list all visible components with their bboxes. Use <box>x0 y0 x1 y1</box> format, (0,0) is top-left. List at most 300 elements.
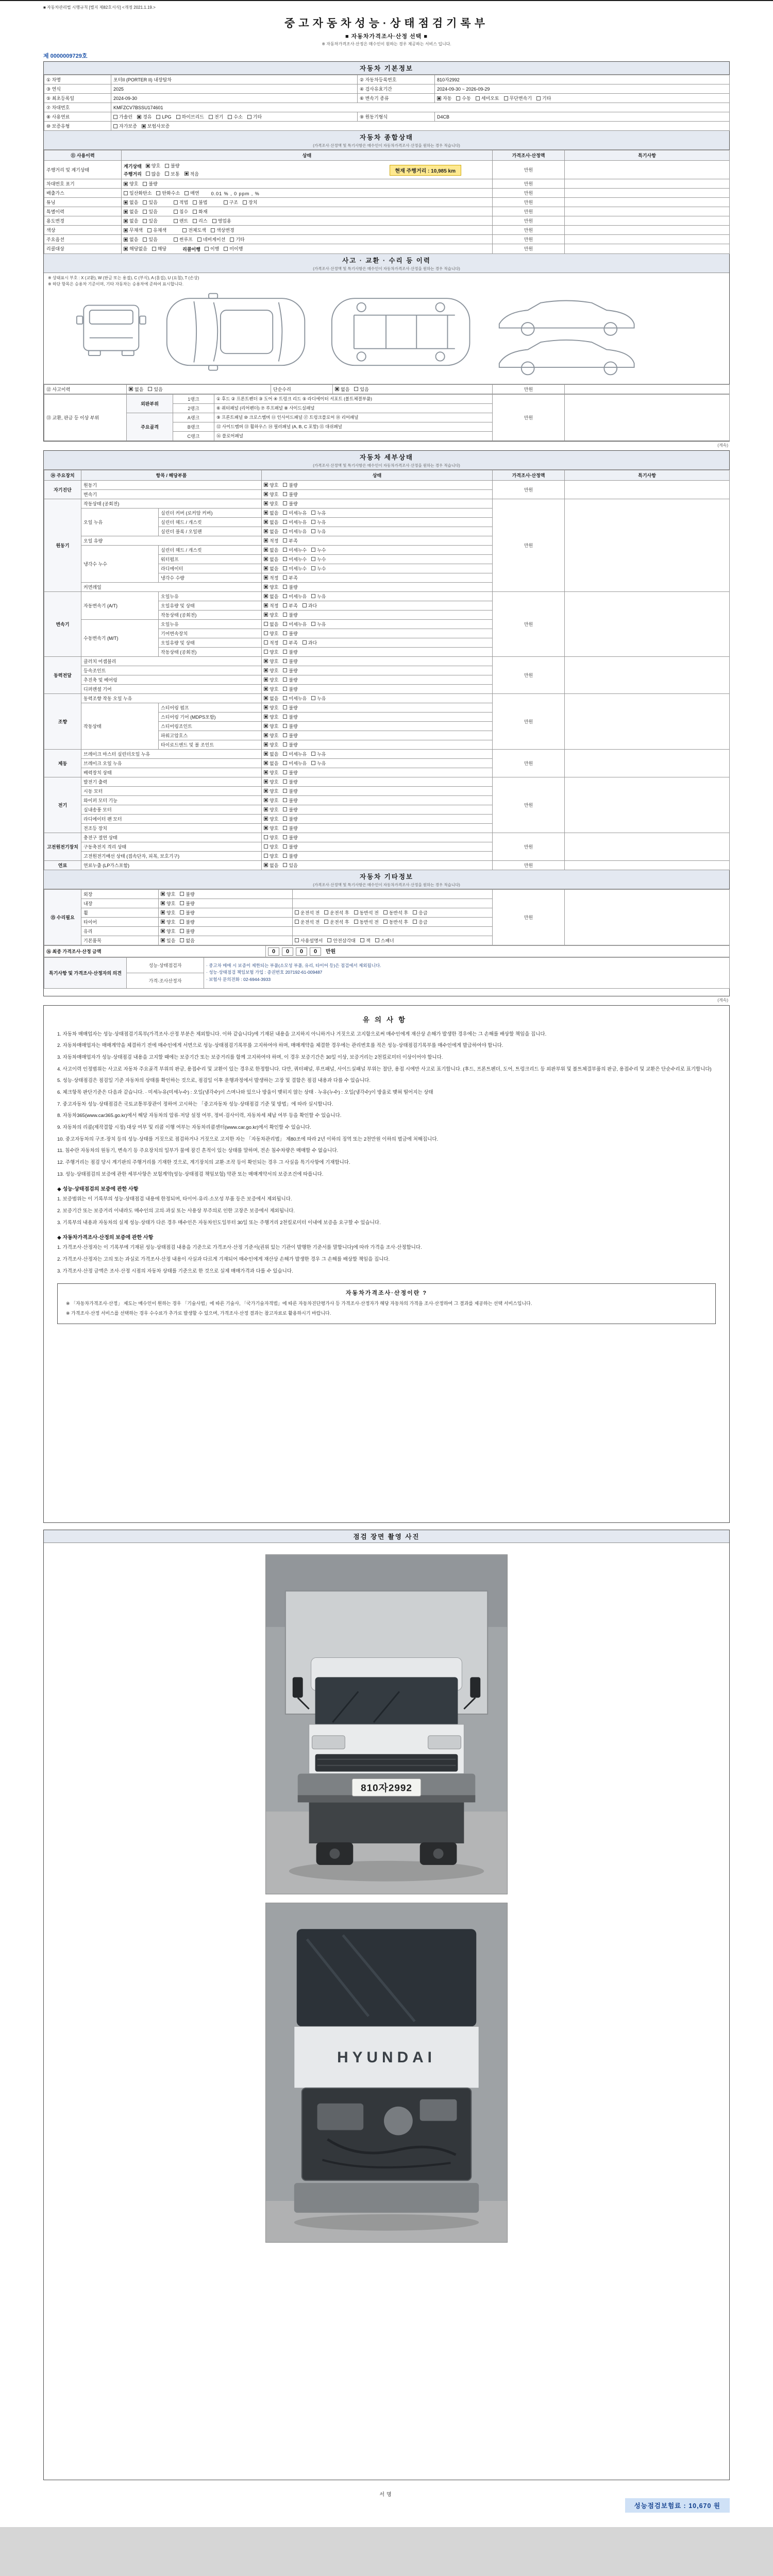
checkbox-label: 누수 <box>317 547 326 553</box>
checkbox-box <box>264 779 268 784</box>
checkbox-label: 누유 <box>317 529 326 534</box>
checkbox-구조[interactable] <box>224 199 238 206</box>
checkbox-누수[interactable] <box>311 565 326 572</box>
checkbox-해당[interactable] <box>152 245 166 252</box>
checkbox-box <box>283 863 287 867</box>
checkbox-box <box>124 182 128 186</box>
checkbox-label: 양호 <box>270 788 279 794</box>
checkbox-box <box>437 96 441 100</box>
accident-row <box>44 384 730 394</box>
checkbox-영업용[interactable] <box>212 217 231 224</box>
cell: 만원 <box>493 889 565 945</box>
checkbox-가솔린[interactable] <box>113 113 132 120</box>
checkbox-box <box>456 96 460 100</box>
checkbox-기타[interactable] <box>230 236 244 243</box>
continue-marker: (계속) <box>717 443 728 448</box>
checkbox-label: 양호 <box>270 714 279 720</box>
checkbox-불량[interactable] <box>283 723 297 730</box>
checkbox-불량[interactable] <box>283 658 297 665</box>
checkbox-없음[interactable] <box>335 386 349 393</box>
column-header: ⑭ 주요장치 <box>44 470 81 480</box>
row-label: 차대번호 표기 <box>44 179 122 189</box>
checkbox-적음[interactable] <box>184 171 199 177</box>
checkbox-해당없음[interactable] <box>124 245 147 252</box>
checkbox-box <box>124 191 128 195</box>
notice-item: 1. 자동차 매매업자는 성능·상태점검기록부(가격조사·산정 부분은 제외합니다. 이하 같습니다)에 기재된 내용을 고지하지 아니하거나 거짓으로 고지함으로써 매수인에게 재산상 손해가 발생한 경우에는 그 손해를 배상할 책임을 집니다. <box>57 1031 547 1037</box>
checkbox-자동[interactable] <box>437 95 451 101</box>
panel-notice <box>43 1005 730 1523</box>
checkbox-label: 적음 <box>190 171 199 177</box>
checkbox-있음[interactable] <box>148 386 162 393</box>
checkbox-없음[interactable] <box>129 386 143 393</box>
checkbox-양호[interactable] <box>161 928 175 935</box>
checkbox-box <box>212 219 216 223</box>
checkbox-양호[interactable] <box>264 630 278 637</box>
checkbox-동반석 전[interactable] <box>354 909 379 916</box>
state-cell <box>122 235 493 244</box>
checkbox-색상변경[interactable] <box>211 227 234 233</box>
checkbox-label: 동반석 전 <box>359 910 379 916</box>
accident-history-label: ⑫ 사고이력 <box>44 384 127 394</box>
checkbox-label: 불량 <box>186 891 195 897</box>
checkbox-누유[interactable] <box>311 519 326 526</box>
checkbox-불량[interactable] <box>283 778 297 785</box>
checkbox-부족[interactable] <box>283 639 297 646</box>
overall-row-usage-change <box>44 216 730 226</box>
cell: 변속기 <box>81 489 262 499</box>
checkbox-미세누유[interactable] <box>283 760 307 767</box>
checkbox-label: 미세누수 <box>289 556 307 562</box>
checkbox-없음[interactable] <box>264 556 278 563</box>
checkbox-양호[interactable] <box>264 612 278 618</box>
checkbox-없음[interactable] <box>264 528 278 535</box>
checkbox-label: 양호 <box>270 723 279 729</box>
checkbox-불량[interactable] <box>283 816 297 822</box>
checkbox-과다[interactable] <box>303 639 317 646</box>
checkbox-box <box>327 938 331 942</box>
checkbox-label: 없음 <box>270 556 279 562</box>
checkbox-label: 양호 <box>166 901 176 906</box>
checkbox-화재[interactable] <box>193 208 207 215</box>
checkbox-불량[interactable] <box>180 928 194 935</box>
cell <box>262 573 493 582</box>
cell <box>565 693 730 749</box>
checkbox-불량[interactable] <box>283 667 297 674</box>
checkbox-양호[interactable] <box>161 909 175 916</box>
checkbox-미세누수[interactable] <box>283 565 307 572</box>
checkbox-양호[interactable] <box>161 919 175 925</box>
checkbox-누유[interactable] <box>311 751 326 757</box>
checkbox-미세누유[interactable] <box>283 593 307 600</box>
checkbox-양호[interactable] <box>264 797 278 804</box>
checkbox-누유[interactable] <box>311 510 326 516</box>
cell: 오일유량 및 상태 <box>159 601 262 610</box>
checkbox-불량[interactable] <box>180 919 194 925</box>
checkbox-있음[interactable] <box>161 937 175 944</box>
legend-rank: 2랭크 <box>173 403 214 413</box>
table-row <box>44 84 730 94</box>
checkbox-누유[interactable] <box>311 695 326 702</box>
checkbox-label: 화재 <box>198 209 208 214</box>
remark-cell <box>565 244 730 254</box>
checkbox-불량[interactable] <box>283 853 297 859</box>
checkbox-기타[interactable] <box>247 113 262 120</box>
checkbox-box <box>311 557 315 561</box>
checkbox-양호[interactable] <box>264 806 278 813</box>
checkbox-불량[interactable] <box>283 482 297 488</box>
table-row <box>44 103 730 112</box>
cell: 디퍼렌셜 기어 <box>81 684 262 693</box>
checkbox-불법[interactable] <box>193 199 207 206</box>
checkbox-box <box>264 668 268 672</box>
checkbox-미세누수[interactable] <box>283 556 307 563</box>
price-digit: 0 <box>310 947 321 956</box>
checkbox-양호[interactable] <box>264 500 278 507</box>
checkbox-운전석 후[interactable] <box>324 909 349 916</box>
checkbox-없음[interactable] <box>180 937 194 944</box>
checkbox-네비게이션[interactable] <box>197 236 225 243</box>
insurance-premium-badge <box>625 2498 730 2513</box>
cell: 수동변속기 (M/T) <box>81 619 159 656</box>
checkbox-누유[interactable] <box>311 528 326 535</box>
checkbox-label: 세미오토 <box>481 96 499 101</box>
notice-item: 13. 성능·상태점검의 보증에 관한 세부사항은 보험계약(성능·상태점검 책임보험) 약관 또는 매매계약서의 보증조건에 따릅니다. <box>57 1171 324 1177</box>
cell: 커먼레일 <box>81 582 262 591</box>
checkbox-box <box>161 892 165 896</box>
checkbox-부족[interactable] <box>283 574 297 581</box>
checkbox-세미오토[interactable] <box>476 95 499 101</box>
checkbox-불량[interactable] <box>283 843 297 850</box>
opinion-table <box>44 957 730 989</box>
checkbox-양호[interactable] <box>161 900 175 907</box>
column-header: 특기사항 <box>565 470 730 480</box>
page-title-note: ※ 자동차가격조사·산정은 매수인이 원하는 경우 제공하는 서비스 입니다. <box>322 42 451 46</box>
checkbox-불량[interactable] <box>180 900 194 907</box>
checkbox-불량[interactable] <box>165 162 179 169</box>
checkbox-미세누유[interactable] <box>283 519 307 526</box>
checkbox-없음[interactable] <box>264 751 278 757</box>
checkbox-label: 미이행 <box>229 246 243 251</box>
cell: 워터펌프 <box>159 554 262 564</box>
checkbox-미세누유[interactable] <box>283 510 307 516</box>
checkbox-양호[interactable] <box>146 162 160 169</box>
checkbox-없음[interactable] <box>264 862 278 869</box>
checkbox-불량[interactable] <box>283 714 297 720</box>
checkbox-box <box>311 696 315 700</box>
checkbox-일산화탄소[interactable] <box>124 190 152 196</box>
checkbox-양호[interactable] <box>264 843 278 850</box>
checkbox-미세누유[interactable] <box>283 695 307 702</box>
checkbox-운전석 후[interactable] <box>324 919 349 925</box>
cell <box>262 703 493 712</box>
checkbox-누수[interactable] <box>311 556 326 563</box>
notice-box-title: 자동차가격조사·산정이란 ? <box>345 1290 428 1297</box>
checkbox-적정[interactable] <box>264 602 278 609</box>
cell: 냉각수 누수 <box>81 545 159 582</box>
section-header-accident: 사고 · 교환 · 수리 등 이력 (가격조사·산정액 및 특기사항은 매수인이 자동차가격조사·산정을 원하는 경우 적습니다) <box>44 254 729 273</box>
checkbox-불량[interactable] <box>283 732 297 739</box>
checkbox-썬루프[interactable] <box>174 236 193 243</box>
checkbox-불량[interactable] <box>283 676 297 683</box>
checkbox-매연[interactable] <box>184 190 199 196</box>
vehicle-diagram-wrap <box>44 289 729 384</box>
checkbox-응급[interactable] <box>413 919 427 925</box>
checkbox-양호[interactable] <box>264 686 278 692</box>
checkbox-불량[interactable] <box>283 612 297 618</box>
checkbox-양호[interactable] <box>264 704 278 711</box>
checkbox-수소[interactable] <box>228 113 242 120</box>
state-code-note-1: ※ 상태표시 부호 : X (교환), W (판금 또는 용접), C (부식), A (흠집), U (요철), T (손상) <box>48 275 199 280</box>
checkbox-label: 불량 <box>289 807 298 812</box>
checkbox-box <box>174 200 178 205</box>
checkbox-부족[interactable] <box>283 602 297 609</box>
mileage-state-cell: 계기상태 양호 불량 주행거리 많음 보통 적음 현재 주행거리 : 10,985 km <box>122 161 493 179</box>
checkbox-box <box>129 387 133 391</box>
checkbox-양호[interactable] <box>264 667 278 674</box>
overall-row-special-history <box>44 207 730 216</box>
checkbox-잭[interactable] <box>360 937 371 944</box>
checkbox-있음[interactable] <box>283 862 297 869</box>
checkbox-없음[interactable] <box>264 565 278 572</box>
checkbox-없음[interactable] <box>264 519 278 526</box>
row-label: 리콜대상 <box>44 244 122 254</box>
checkbox-불량[interactable] <box>283 769 297 776</box>
checkbox-과다[interactable] <box>303 602 317 609</box>
checkbox-없음[interactable] <box>124 236 138 243</box>
cell: 파워고압호스 <box>159 731 262 740</box>
checkbox-양호[interactable] <box>264 778 278 785</box>
checkbox-있음[interactable] <box>143 208 157 215</box>
checkbox-불량[interactable] <box>283 797 297 804</box>
checkbox-양호[interactable] <box>264 491 278 498</box>
checkbox-전체도색[interactable] <box>182 227 206 233</box>
checkbox-label: 전체도색 <box>188 228 206 233</box>
checkbox-운전석 전[interactable] <box>295 919 320 925</box>
checkbox-label: 없음 <box>270 519 279 525</box>
checkbox-동반석 후[interactable] <box>383 909 408 916</box>
cell <box>565 480 730 499</box>
checkbox-양호[interactable] <box>264 816 278 822</box>
checkbox-누유[interactable] <box>311 593 326 600</box>
checkbox-사용설명서[interactable] <box>295 937 323 944</box>
checkbox-box <box>264 752 268 756</box>
checkbox-탄화수소[interactable] <box>156 190 180 196</box>
checkbox-전기[interactable] <box>209 113 223 120</box>
cell <box>262 554 493 564</box>
checkbox-양호[interactable] <box>264 649 278 655</box>
notice-item: 1. 보증범위는 이 기록부의 성능·상태점검 내용에 한정되며, 타이어·유리·소모성 부품 등은 보증에서 제외됩니다. <box>57 1196 292 1202</box>
checkbox-없음[interactable] <box>124 208 138 215</box>
state-code-notes <box>44 273 729 289</box>
checkbox-경유[interactable] <box>137 113 152 120</box>
checkbox-양호[interactable] <box>264 769 278 776</box>
checkbox-box <box>324 920 328 924</box>
cell <box>262 814 493 823</box>
detail-row <box>44 480 730 489</box>
checkbox-양호[interactable] <box>264 482 278 488</box>
checkbox-label: 불량 <box>289 649 298 655</box>
checkbox-양호[interactable] <box>124 180 138 187</box>
checkbox-미세누유[interactable] <box>283 751 307 757</box>
price-cell: 만원 <box>493 179 565 189</box>
checkbox-적법[interactable] <box>174 199 188 206</box>
checkbox-수동[interactable] <box>456 95 470 101</box>
checkbox-보험사보증[interactable] <box>142 123 170 129</box>
cell: 충전구 절연 상태 <box>81 833 262 842</box>
checkbox-운전석 전[interactable] <box>295 909 320 916</box>
checkbox-불량[interactable] <box>283 741 297 748</box>
checkbox-침수[interactable] <box>174 208 188 215</box>
checkbox-양호[interactable] <box>264 658 278 665</box>
checkbox-없음[interactable] <box>264 510 278 516</box>
checkbox-미세누유[interactable] <box>283 621 307 628</box>
checkbox-불량[interactable] <box>283 788 297 794</box>
price-cell: 만원 <box>493 394 565 440</box>
checkbox-무채색[interactable] <box>124 227 143 233</box>
checkbox-불량[interactable] <box>283 834 297 841</box>
checkbox-box <box>536 96 541 100</box>
checkbox-많음[interactable] <box>146 171 160 177</box>
cell <box>159 899 293 908</box>
checkbox-없음[interactable] <box>264 760 278 767</box>
checkbox-적정[interactable] <box>264 639 278 646</box>
checkbox-양호[interactable] <box>264 732 278 739</box>
checkbox-하이브리드[interactable] <box>176 113 204 120</box>
cell <box>262 656 493 666</box>
checkbox-양호[interactable] <box>264 853 278 859</box>
checkbox-box <box>143 219 147 223</box>
opinion-text <box>204 957 730 988</box>
remark-cell <box>565 226 730 235</box>
checkbox-label: 양호 <box>270 816 279 822</box>
checkbox-없음[interactable] <box>264 547 278 553</box>
checkbox-label: 양호 <box>270 705 279 710</box>
checkbox-미세누수[interactable] <box>283 547 307 553</box>
checkbox-label: 불량 <box>148 181 158 187</box>
checkbox-불량[interactable] <box>180 891 194 897</box>
checkbox-양호[interactable] <box>161 891 175 897</box>
checkbox-불량[interactable] <box>283 584 297 590</box>
checkbox-동반석 후[interactable] <box>383 919 408 925</box>
checkbox-있음[interactable] <box>354 386 368 393</box>
notice-item: 2. 가격조사·산정자는 고의 또는 과실로 가격조사·산정 내용이 사실과 다르게 기재되어 매수인에게 재산상 손해가 발생한 경우 그 손해를 배상할 책임을 집니다. <box>57 1256 390 1262</box>
checkbox-label: 미세누유 <box>289 510 307 516</box>
price-cell: 만원 <box>493 207 565 216</box>
checkbox-스패너[interactable] <box>375 937 394 944</box>
checkbox-리스[interactable] <box>193 217 207 224</box>
checkbox-안전삼각대[interactable] <box>327 937 355 944</box>
checkbox-양호[interactable] <box>264 714 278 720</box>
checkbox-없음[interactable] <box>124 199 138 206</box>
checkbox-양호[interactable] <box>264 723 278 730</box>
cell: 고전원전기장치 <box>44 833 81 860</box>
checkbox-양호[interactable] <box>264 834 278 841</box>
checkbox-누수[interactable] <box>311 547 326 553</box>
checkbox-양호[interactable] <box>264 825 278 832</box>
checkbox-자가보증[interactable] <box>113 123 137 129</box>
checkbox-box <box>197 238 201 242</box>
checkbox-label: 썬루프 <box>179 237 193 242</box>
checkbox-box <box>311 548 315 552</box>
checkbox-없음[interactable] <box>264 695 278 702</box>
checkbox-불량[interactable] <box>283 630 297 637</box>
panel-rank-legend-table <box>44 394 730 441</box>
checkbox-양호[interactable] <box>264 676 278 683</box>
checkbox-label: 누유 <box>317 696 326 701</box>
checkbox-불량[interactable] <box>283 704 297 711</box>
checkbox-label: 양호 <box>270 742 279 748</box>
checkbox-label: 미세누유 <box>289 621 307 627</box>
checkbox-무단변속기[interactable] <box>504 95 532 101</box>
checkbox-응급[interactable] <box>413 909 427 916</box>
checkbox-label: 많음 <box>151 171 161 177</box>
mileage-badge: 현재 주행거리 : 10,985 km <box>390 165 461 176</box>
checkbox-적정[interactable] <box>264 574 278 581</box>
checkbox-없음[interactable] <box>264 621 278 628</box>
checkbox-미이행[interactable] <box>224 245 243 252</box>
checkbox-불량[interactable] <box>283 491 297 498</box>
checkbox-없음[interactable] <box>264 593 278 600</box>
checkbox-불량[interactable] <box>283 806 297 813</box>
checkbox-없음[interactable] <box>124 217 138 224</box>
checkbox-LPG[interactable] <box>156 114 171 120</box>
checkbox-양호[interactable] <box>264 584 278 590</box>
checkbox-누유[interactable] <box>311 760 326 767</box>
checkbox-불량[interactable] <box>283 500 297 507</box>
page-subtitle: ■ 자동차가격조사·산정 선택 ■ <box>345 33 428 40</box>
checkbox-불량[interactable] <box>180 909 194 916</box>
checkbox-동반석 전[interactable] <box>354 919 379 925</box>
checkbox-양호[interactable] <box>264 741 278 748</box>
checkbox-적정[interactable] <box>264 537 278 544</box>
cell: 작동상태 <box>81 703 159 749</box>
field-label: ① 차명 <box>44 75 111 84</box>
checkbox-부족[interactable] <box>283 537 297 544</box>
checkbox-기타[interactable] <box>536 95 551 101</box>
checkbox-유채색[interactable] <box>147 227 166 233</box>
legend-category: 주요골격 <box>127 413 173 440</box>
checkbox-box <box>113 124 117 128</box>
vin-value: KMFZCV7BSSU174601 <box>111 103 730 112</box>
checkbox-box <box>264 724 268 728</box>
checkbox-불량[interactable] <box>143 180 157 187</box>
checkbox-누유[interactable] <box>311 621 326 628</box>
cell: 전기 <box>44 777 81 833</box>
checkbox-양호[interactable] <box>264 788 278 794</box>
checkbox-장치[interactable] <box>243 199 257 206</box>
checkbox-box <box>264 631 268 635</box>
checkbox-box <box>283 650 287 654</box>
checkbox-있음[interactable] <box>143 236 157 243</box>
checkbox-이행[interactable] <box>205 245 219 252</box>
checkbox-불량[interactable] <box>283 649 297 655</box>
detail-row <box>44 656 730 666</box>
checkbox-label: 불량 <box>186 919 195 925</box>
checkbox-보통[interactable] <box>165 171 179 177</box>
cell <box>262 601 493 610</box>
checkbox-box <box>264 733 268 737</box>
checkbox-불량[interactable] <box>283 825 297 832</box>
checkbox-미세누유[interactable] <box>283 528 307 535</box>
checkbox-box <box>165 164 169 168</box>
checkbox-label: 동반석 후 <box>389 910 409 916</box>
checkbox-렌트[interactable] <box>174 217 188 224</box>
checkbox-있음[interactable] <box>143 199 157 206</box>
checkbox-있음[interactable] <box>143 217 157 224</box>
checkbox-label: 불량 <box>289 733 298 738</box>
cell: 유리 <box>81 926 159 936</box>
checkbox-불량[interactable] <box>283 686 297 692</box>
